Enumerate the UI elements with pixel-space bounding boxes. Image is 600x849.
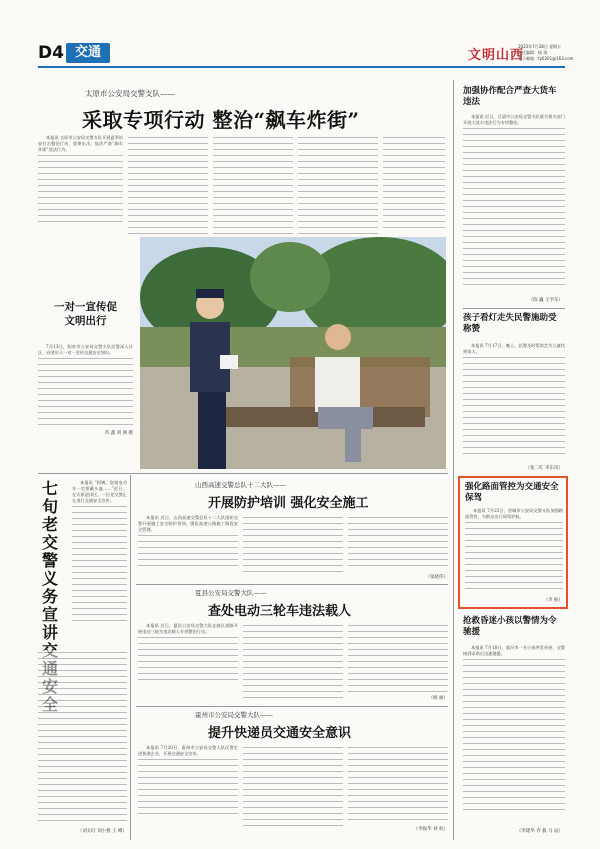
masthead bbox=[0, 0, 600, 72]
lead-body-col5 bbox=[383, 135, 445, 230]
right-article-3-title: 强化路面管控为交通安全保驾 bbox=[465, 482, 559, 503]
mid2-title: 查处电动三轮车违法载人 bbox=[208, 604, 352, 619]
site-logo: 文明山西 bbox=[468, 48, 525, 63]
page-number: D4 bbox=[38, 43, 64, 63]
mid3-col3 bbox=[348, 745, 448, 823]
mid2-col3 bbox=[348, 623, 448, 693]
mid3-body bbox=[138, 745, 238, 830]
right-article-4-byline: （李建华 乔 毅 马 辰） bbox=[516, 829, 563, 834]
lead-body-col2 bbox=[128, 135, 208, 235]
right-article-3-byline: （李 振） bbox=[543, 598, 563, 603]
right-article-1-text: 本报讯 近日，吕梁市公安局交警支队联合相关部门开展大货车违法行为专项整治。 bbox=[463, 114, 565, 126]
mid1-kicker: 山西高速交警总队十二大队—— bbox=[195, 481, 286, 489]
masthead-info bbox=[518, 44, 574, 62]
mid-divider-1 bbox=[136, 584, 448, 585]
left-article-body-cont bbox=[38, 650, 127, 825]
mid-divider-2 bbox=[136, 706, 448, 707]
mid2-kicker: 夏县公安局交警大队—— bbox=[195, 589, 267, 597]
right-article-2-body bbox=[463, 343, 565, 463]
caption-credit: 芮 鑫 刘 洲 摄 bbox=[104, 431, 133, 437]
photo-illustration bbox=[140, 237, 446, 469]
photo-caption bbox=[38, 300, 133, 465]
right-article-4-body bbox=[463, 645, 565, 825]
mid1-byline: （张晓伟） bbox=[425, 575, 448, 580]
highlighted-article bbox=[458, 476, 568, 609]
caption-text: 7月13日，阳泉市公安局交警支队民警深入社区，向老年人一对一宣传交通安全知识。 bbox=[38, 344, 133, 356]
mid1-col2 bbox=[243, 515, 343, 575]
right-column-divider bbox=[453, 80, 454, 840]
lead-body-col3 bbox=[213, 135, 293, 235]
issue-date: 2023年7月28日 星期五 bbox=[518, 44, 562, 49]
mid1-title: 开展防护培训 强化安全施工 bbox=[208, 496, 369, 511]
mid2-text: 本报讯 近日，夏县公安局交警大队在辖区道路开展电动三轮车违法载人专项整治行动。 bbox=[138, 623, 238, 635]
right-divider-1 bbox=[463, 308, 565, 309]
left-top-rule bbox=[38, 473, 448, 474]
mid1-col3 bbox=[348, 515, 448, 571]
right-article-4-text: 本报讯 7月18日，临汾市一名小孩突发昏迷，交警接到求助后迅速驰援。 bbox=[463, 645, 565, 657]
section-badge bbox=[66, 43, 110, 63]
lead-paragraph: 本报讯 太原市公安局交警支队开展夏季治安打击整治行动，重拳出击，依法严查“飙车炸街”违法行为。 bbox=[38, 135, 123, 153]
lead-body-col4 bbox=[298, 135, 378, 235]
right-article-2-title: 孩子看灯走失民警施助受称赞 bbox=[463, 313, 557, 334]
mid2-body bbox=[138, 623, 238, 698]
left-column-divider bbox=[130, 475, 131, 840]
right-article-1-body bbox=[463, 114, 565, 294]
mid2-col2 bbox=[243, 623, 343, 698]
mid2-byline: （杨 丽） bbox=[428, 696, 448, 701]
mid3-byline: （李振华 刘 权） bbox=[413, 827, 448, 832]
right-article-1-title: 加强协作配合严查大货车违法 bbox=[463, 86, 557, 107]
masthead-rule bbox=[38, 66, 565, 68]
left-article-text: 本报讯 “阿姨，您骑电动车一定要戴头盔……”近日，在太原迎泽区，一位老交警正在进行交通安全宣传。 bbox=[72, 480, 127, 504]
caption-title: 一对一宣传促文明出行 bbox=[54, 301, 117, 327]
right-article-2-byline: （张二红 李东风） bbox=[525, 466, 563, 471]
mid1-text: 本报讯 近日，山西高速交警总队十二大队组织交警开展施工安全防护培训，强化高速公路施工路段安全管理。 bbox=[138, 515, 238, 533]
caption-body bbox=[38, 344, 133, 426]
mid3-text: 本报讯 7月20日，霍州市公安局交警大队民警走进快递企业，开展交通安全宣传。 bbox=[138, 745, 238, 757]
editor: 责任编辑：杨 琦 bbox=[518, 50, 548, 55]
mid3-kicker: 霍州市公安局交警大队—— bbox=[195, 711, 273, 719]
left-article-body bbox=[72, 480, 127, 640]
lead-body bbox=[38, 135, 123, 235]
mid1-body bbox=[138, 515, 238, 575]
lead-kicker: 太原市公安局交警支队—— bbox=[85, 89, 175, 98]
right-article-1-byline: （陈 巍 王学东） bbox=[528, 298, 563, 303]
lead-title: 采取专项行动 整治“飙车炸街” bbox=[82, 108, 360, 132]
right-article-2-text: 本报讯 7月17日，晚上，民警及时帮助走失儿童找到家人。 bbox=[463, 343, 565, 355]
news-photo bbox=[140, 237, 446, 469]
mid3-title: 提升快递员交通安全意识 bbox=[208, 726, 352, 741]
left-article-byline: （刘太旺 刘小燕 王 峰） bbox=[77, 829, 127, 834]
right-article-4-title: 抢救昏迷小孩以警情为令驰援 bbox=[463, 616, 557, 637]
section-label: 交通 bbox=[74, 45, 101, 60]
mid3-col2 bbox=[243, 745, 343, 830]
right-article-3-text: 本报讯 7月23日，晋城市公安局交警支队加强路面管控，为群众出行保驾护航。 bbox=[465, 508, 563, 520]
left-article-title: 七旬老交警义务宣讲 bbox=[42, 479, 59, 642]
email: 电子邮箱：ty0201@163.com bbox=[518, 56, 574, 61]
right-article-3-body bbox=[465, 508, 563, 596]
